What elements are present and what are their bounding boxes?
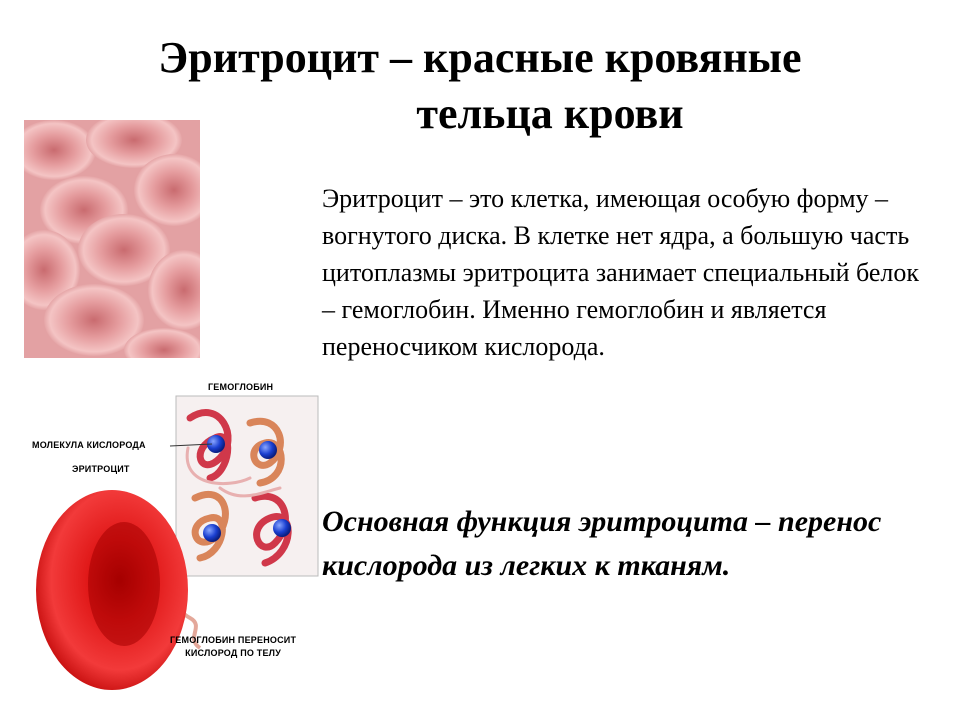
label-hemoglobin: ГЕМОГЛОБИН (208, 382, 274, 392)
label-transport-line-2: КИСЛОРОД ПО ТЕЛУ (185, 648, 281, 658)
red-blood-cells-photo (24, 120, 200, 358)
label-transport-line-1: ГЕМОГЛОБИН ПЕРЕНОСИТ (170, 635, 297, 645)
label-transport (170, 634, 296, 660)
hemoglobin-diagram (20, 378, 320, 708)
label-oxygen-molecule: МОЛЕКУЛА КИСЛОРОДА (32, 440, 146, 450)
title-line-2: тельца крови (416, 89, 684, 138)
main-function-statement: Основная функция эритроцита – перенос кислорода из легких к тканям. (322, 505, 882, 582)
title-line-1: Эритроцит – красные кровяные (158, 33, 802, 82)
label-erythrocyte: ЭРИТРОЦИТ (72, 464, 130, 474)
body-paragraph: Эритроцит – это клетка, имеющая особую форму – вогнутого диска. В клетке нет ядра, а большую часть цитоплазмы эритроцита занимает специальный белок – гемоглобин. Именно гемоглобин и является переносчиком кислорода. (322, 184, 920, 361)
